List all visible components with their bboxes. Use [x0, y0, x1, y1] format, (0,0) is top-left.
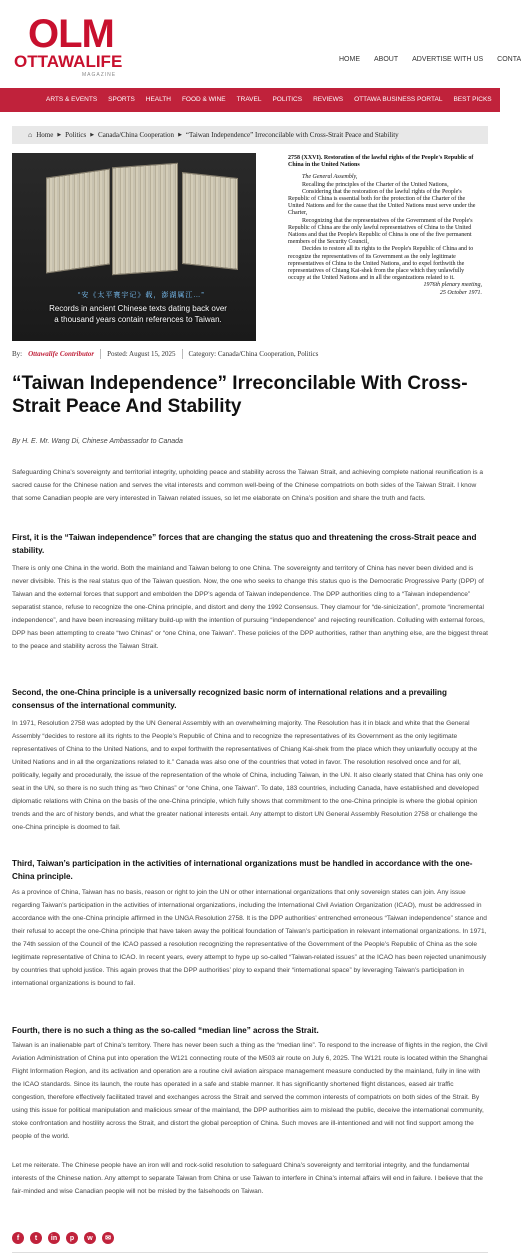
nav-food-wine[interactable]: FOOD & WINE — [181, 96, 226, 103]
topnav-about[interactable]: ABOUT — [374, 56, 399, 63]
meta-divider — [100, 349, 101, 359]
article-paragraph-1: There is only one China in the world. Both the mainland and Taiwan belong to one China. The sovereignty and territory of China has never been divided and is never divisible. This is the real status quo of the Taiwan question. Now, the one who seeks to change this status quo is the Democratic Progressive Party (DPP) of Taiwan and the external forces that support and embolden the DPP’s agenda of Taiwan independence. The DPP authorities cling to a “Taiwan independence” separatist stance, refuse to recognize the one-China principle, and distort and deny the 1992 Consensus. They clamour for “de-sinicization”, promote “incremental independence”, and have been increasing military build-up with the intention of pursuing “independence” and rejecting reunification. Colluding with external forces, DPP has been attempting to create “two Chinas” or “one China, one Taiwan”. These policies of the DPP authorities, rather than anything else, are the biggest threat to the peace and stability across the Taiwan Strait. — [12, 565, 489, 650]
topnav-contact[interactable]: CONTA — [497, 56, 521, 63]
article-paragraph-3: As a province of China, Taiwan has no basis, reason or right to join the UN or other international organizations that only sovereign states can join. Any issue regarding Taiwan’s participation in the activities of international organizations, including the International Civil Aviation Organization (ICAO), must be addressed in accordance with the one-China principle affirmed in the UNGA Resolution 2758. It is the DPP authorities’ entrenched erroneous “Taiwan independence” stance and their refusal to accept the one-China principle that have taken away the political foundation of Taiwan’s participation in relevant international organizations. In 1971, the 74th session of the Council of the ICAO passed a resolution recognizing the representative of the Government of the People’s Republic of China as the sole legitimate representative of China to ICAO. In recent years, every attempt to hype up so-called “Taiwan-related issues” at the ICAO has been rejected unanimously by countries that uphold justice. This again proves that the DPP authorities’ ploy to expand their “international space” by leveraging Taiwan’s participation in international organizations is bound to fail. — [12, 889, 487, 987]
nav-politics[interactable]: POLITICS — [272, 96, 303, 103]
post-category[interactable]: Category: Canada/China Cooperation, Politics — [188, 350, 319, 358]
article-conclusion: Let me reiterate. The Chinese people have an iron will and rock-solid resolution to safeguard China’s sovereignty and territorial integrity, and the fundamental interests of the Chinese nation. Any attempt to separate Taiwan from China or use Taiwan to interfere in China’s internal affairs will end in failure. I believe that the fair-minded and wise Canadian people will not be misled by the falsehoods on Taiwan. — [12, 1162, 483, 1195]
resolution-date: 25 October 1971. — [439, 289, 482, 296]
section-heading-4: Fourth, there is no such a thing as the so-called “median line” across the Strait. — [12, 1026, 319, 1035]
whatsapp-icon[interactable]: w — [84, 1232, 96, 1244]
section-heading-3: Third, Taiwan’s participation in the activities of international organizations must be handled in accordance with the one-China principle. — [12, 859, 473, 881]
section-heading-1: First, it is the “Taiwan independence” forces that are changing the status quo and threatening the cross-Strait peace and stability. — [12, 533, 477, 555]
post-date: Posted: August 15, 2025 — [107, 350, 176, 358]
resolution-assembly: The General Assembly, — [302, 174, 358, 181]
nav-best-picks[interactable]: BEST PICKS — [453, 96, 492, 103]
resolution-meeting: 1976th plenary meeting, — [423, 282, 482, 289]
nav-health[interactable]: HEALTH — [145, 96, 171, 103]
logo-magazine: MAGAZINE — [82, 72, 117, 78]
nav-sports[interactable]: SPORTS — [108, 96, 135, 103]
top-nav — [339, 56, 521, 63]
chevron-right-icon: ▶ — [57, 133, 62, 138]
hero-caption-chinese: “安《太平寰宇记》载，澎湖属江…” — [78, 292, 205, 299]
meta-by: By: — [12, 350, 23, 358]
nav-arts-events[interactable]: ARTS & EVENTS — [46, 96, 98, 103]
post-meta — [12, 347, 488, 361]
breadcrumb-home[interactable]: Home — [36, 131, 54, 139]
share-bar — [12, 1232, 114, 1244]
site-header — [0, 0, 521, 88]
article-intro: Safeguarding China’s sovereignty and territorial integrity, upholding peace and stability across the Taiwan Strait, and achieving complete national reunification is a sacred cause for the Chinese nation and serves the vital interests and common well-being of the Chinese compatriots on both sides of the Taiwan Strait. I know that some Canadian people are very interested in Taiwan related issues, so let me elaborate on China’s position and share the truth and facts. — [12, 469, 483, 502]
topnav-home[interactable]: HOME — [339, 56, 360, 63]
article-byline: By H. E. Mr. Wang Di, Chinese Ambassador to Canada — [12, 438, 183, 445]
divider — [12, 1252, 488, 1253]
nav-business-portal[interactable]: OTTAWA BUSINESS PORTAL — [354, 96, 443, 103]
breadcrumb — [12, 126, 488, 144]
ancient-texts-photo — [12, 153, 256, 341]
article-title: “Taiwan Independence” Irreconcilable With Cross-Strait Peace And Stability — [12, 373, 468, 417]
site-logo[interactable] — [14, 10, 134, 80]
meta-divider — [182, 349, 183, 359]
nav-reviews[interactable]: REVIEWS — [313, 96, 344, 103]
home-icon[interactable]: ⌂ — [28, 131, 33, 139]
chevron-right-icon: ▶ — [90, 133, 95, 138]
pinterest-icon[interactable]: p — [66, 1232, 78, 1244]
hero-caption: Records in ancient Chinese texts dating back over a thousand years contain references to Taiwan. — [49, 304, 227, 324]
resolution-title: 2758 (XXVI). Restoration of the lawful rights of the People's Republic of China in the United Nations — [288, 155, 474, 169]
scroll-image — [46, 169, 110, 274]
breadcrumb-current: “Taiwan Independence” Irreconcilable with Cross-Strait Peace and Stability — [185, 131, 399, 139]
facebook-icon[interactable]: f — [12, 1232, 24, 1244]
author-link[interactable]: Ottawalife Contributor — [28, 350, 95, 358]
featured-image — [12, 153, 488, 341]
breadcrumb-politics[interactable]: Politics — [65, 131, 87, 139]
topnav-advertise[interactable]: ADVERTISE WITH US — [412, 56, 484, 63]
resolution-para: Considering that the restoration of the lawful rights of the People's Republic of China is essential both for the protection of the Charter of the United Nations and for the cause that the United Nations must serve under the Charter, — [288, 188, 476, 217]
breadcrumb-category[interactable]: Canada/China Cooperation — [98, 131, 175, 139]
email-icon[interactable]: ✉ — [102, 1232, 114, 1244]
category-nav — [0, 88, 500, 112]
linkedin-icon[interactable]: in — [48, 1232, 60, 1244]
section-heading-2: Second, the one-China principle is a universally recognized basic norm of international relations and a prevailing consensus of the international community. — [12, 688, 447, 710]
scroll-image — [182, 172, 238, 270]
logo-name: OTTAWALIFE — [14, 52, 123, 71]
nav-travel[interactable]: TRAVEL — [236, 96, 262, 103]
resolution-para: Recognizing that the representatives of the Government of the People's Republic of China are the only lawful representatives of China to the United Nations and that the People's Republic of China is one of the five permanent members of the Security Council, — [288, 217, 473, 246]
chevron-right-icon: ▶ — [178, 133, 182, 138]
scroll-image — [112, 163, 178, 276]
logo-olm: OLM — [28, 12, 114, 56]
twitter-icon[interactable]: t — [30, 1232, 42, 1244]
article-paragraph-2: In 1971, Resolution 2758 was adopted by the UN General Assembly with an overwhelming majority. The Resolution has it in black and white that the General Assembly “decides to restore all its rights to the People’s Republic of China and to recognize the representatives of its Government as the only legitimate representatives of China to the United Nations, and to expel forthwith the representatives of Chiang Kai-shek from the place which they unlawfully occupy at the United Nations and in all the organizations related to it.” Canada was also one of the countries that voted in favor. The resolution resolved once and for all, politically, legally and procedurally, the issue of the representation of the whole of China, including Taiwan, in the UN. It also clearly stated that China has only one seat in the UN, so there is no such thing as “two Chinas” or “one China, one Taiwan”. To date, 183 countries, including Canada, have established and developed diplomatic relations with China on the basis of the one-China principle, which fully shows that commitment to the one-China principle is where the global opinion trends and the arc of history bends, and what the greater national interests entail. Any attempt to distort UN General Assembly Resolution 2758 or challenge the one-China principle is doomed to fail. — [12, 720, 483, 831]
article-paragraph-4: Taiwan is an inalienable part of China’s territory. There has never been such a thing as the “median line”. To respond to the increase of flights in the region, the Civil Aviation Administration of China put into operation the W121 connecting route of the M503 air route on July 6, 2025. The W121 route is located within the Shanghai Flight Information Region, and its activation and operation are a routine civil aviation airspace management measure conducted by the mainland, fully in line with the ICAO standards. Since its launch, the route has operated in a safe and stable manner. It has significantly shortened flight distances, eased air traffic congestion, therefore effectively facilitated travel and exchanges across the Strait and served the common interests of compatriots on both sides of the Strait. By using this issue for political manipulation and malicious smear of the mainland, the DPP authorities aim to mislead the public, deceive the international community, stoke confrontation and hostility across the Strait, and distort the global perception of China. Such moves are ill-intentioned and will not find support among the people of the world. — [12, 1042, 488, 1140]
resolution-para: Decides to restore all its rights to the People's Republic of China and to recognize the representatives of its Government as the only legitimate representatives of China to the United Nations, and to expel forthwith the representatives of Chiang Kai-shek from the place which they unlawfully occupy at the United Nations and in all the organizations related to it. — [288, 246, 474, 282]
resolution-document — [262, 153, 488, 341]
resolution-para: Recalling the principles of the Charter of the United Nations, — [302, 181, 449, 188]
